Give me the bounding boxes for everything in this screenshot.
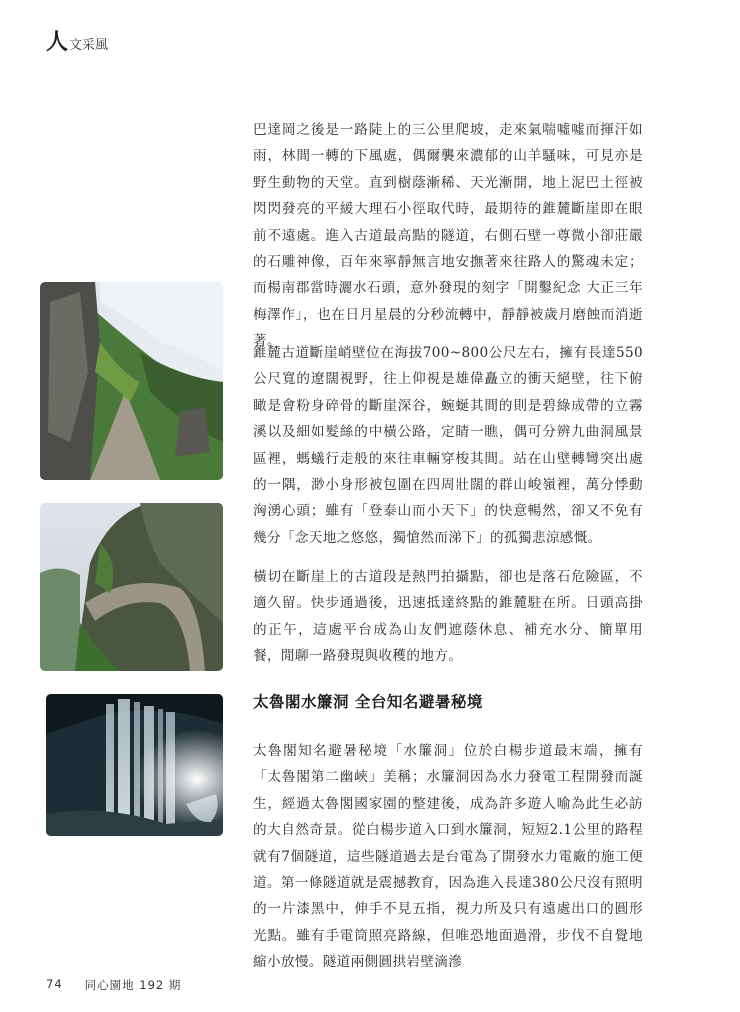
waterfall-tunnel-photo <box>46 694 223 836</box>
paragraph-3: 橫切在斷崖上的古道段是熱門拍攝點，卻也是落石危險區，不適久留。快步通過後，迅速抵達終點的錐麓駐在所。日頭高掛的正午，這處平台成為山友們遮蔭休息、補充水分、簡單用餐，閒聊一路發現與收穫的地方。 <box>253 569 643 665</box>
cliff-path-photo <box>40 503 223 671</box>
section-mark <box>46 32 108 54</box>
section-mark-title: 文采風 <box>69 38 109 53</box>
publication-name: 同心園地 192 期 <box>84 978 182 992</box>
page-number: 74 <box>46 977 63 991</box>
section-heading: 太魯閣水簾洞 全台知名避暑秘境 <box>253 693 483 711</box>
paragraph-2: 錐麓古道斷崖峭壁位在海拔700~800公尺左右，擁有長達550公尺寬的遼闊視野，往上仰視是雄偉矗立的衝天絕壁，往下俯瞰是會粉身碎骨的斷崖深谷，蜿蜒其間的則是碧綠成帶的立霧溪以及細如髮絲的中橫公路，定睛一瞧，偶可分辨九曲洞風景區裡，螞蟻行走般的來往車輛穿梭其間。站在山壁轉彎突出處的一隅，渺小身形被包圍在四周壯闊的群山峻嶺裡，萬分悸動洶湧心頭；雖有「登泰山而小天下」的快意暢然，卻又不免有幾分「念天地之悠悠，獨愴然而涕下」的孤獨悲涼感慨。 <box>253 345 643 546</box>
cliff-trail-photo <box>40 282 223 480</box>
paragraph-4: 太魯閣知名避暑秘境「水簾洞」位於白楊步道最末端，擁有「太魯閣第二幽峽」美稱；水簾洞因為水力發電工程開發而誕生，經過太魯閣國家園的整建後，成為許多遊人喻為此生必訪的大自然奇景。從白楊步道入口到水簾洞，短短2.1公里的路程就有7個隧道，這些隧道過去是台電為了開發水力電廠的施工便道。第一條隧道就是震撼教育，因為進入長達380公尺沒有照明的一片漆黑中，伸手不見五指，視力所及只有遠處出口的圓形光點。雖有手電筒照亮路線，但唯恐地面過滑，步伐不自覺地縮小放慢。隧道兩側圓拱岩壁滴滲 <box>253 743 643 971</box>
section-mark-initial: 人 <box>46 30 69 55</box>
paragraph-1: 巴達岡之後是一路陡上的三公里爬坡，走來氣喘噓噓而揮汗如雨，林間一轉的下風處，偶爾襲來濃郁的山羊騷味，可見亦是野生動物的天堂。直到樹蔭漸稀、天光漸開，地上泥巴土徑被閃閃發亮的平緩大理石小徑取代時，最期待的錐麓斷崖即在眼前不遠處。進入古道最高點的隧道，右側石壁一尊微小卻莊嚴的石雕神像，百年來寧靜無言地安撫著來往路人的驚魂未定；而楊南郡當時灑水石頭，意外發現的刻字「開鑿紀念 大正三年梅澤作」，也在日月星晨的分秒流轉中，靜靜被歲月磨蝕而消逝著。 <box>253 122 643 350</box>
page-footer <box>46 977 181 993</box>
